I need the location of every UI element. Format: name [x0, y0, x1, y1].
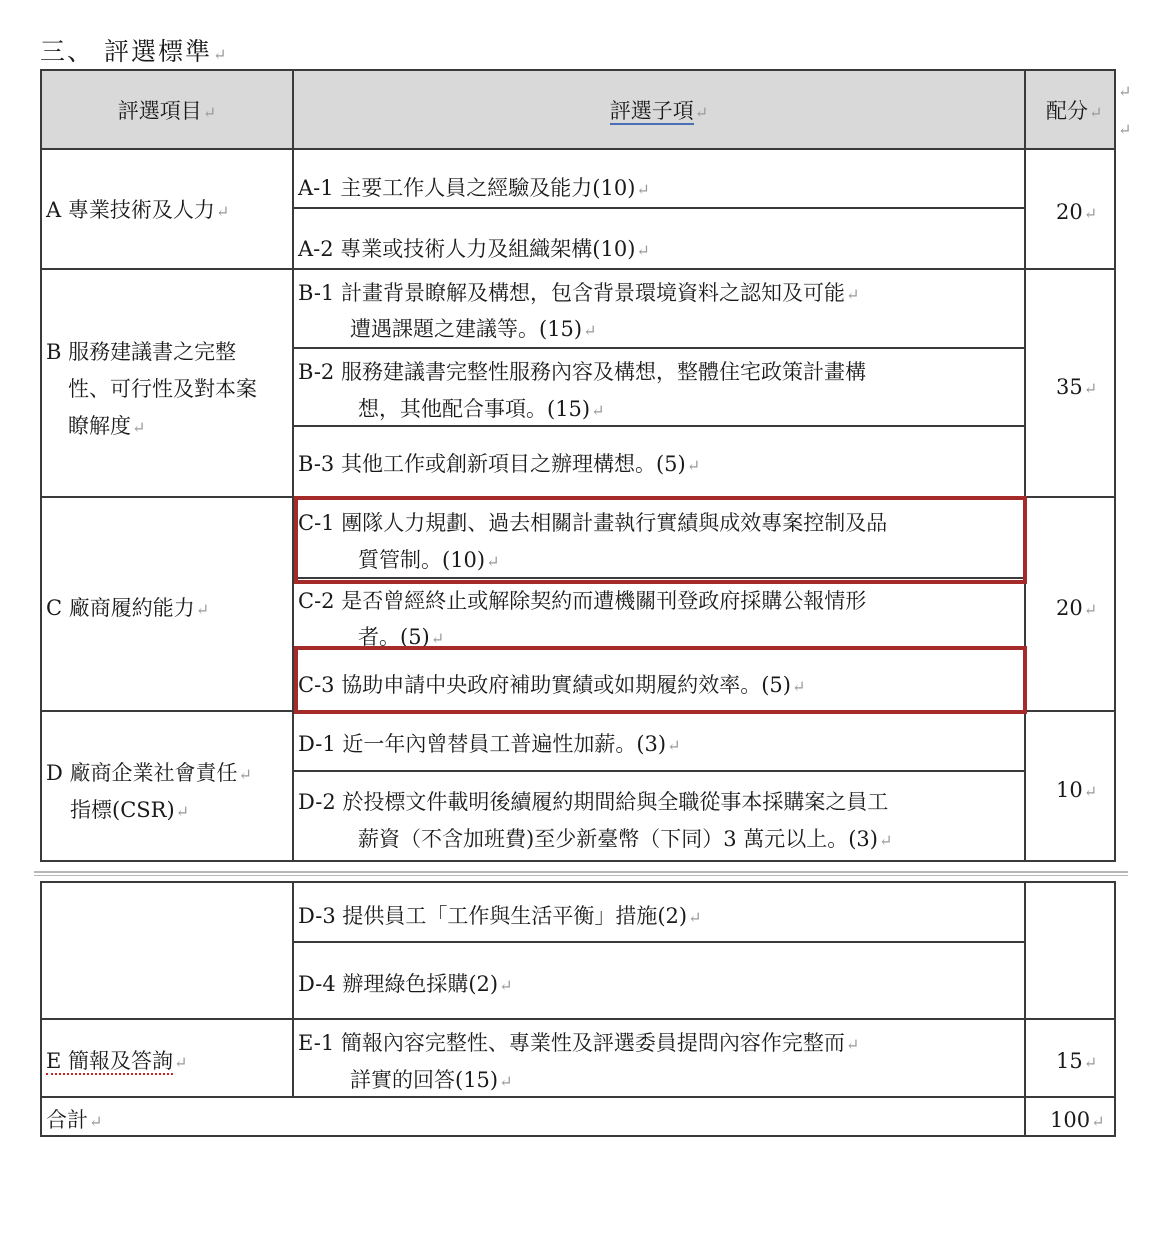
group-d-name-line-2 [70, 791, 189, 831]
sub-b2-text: 想，其他配合事項。(15) [358, 397, 591, 421]
paragraph-mark: ↵ [212, 45, 229, 64]
paragraph-mark: ↵ [202, 103, 217, 122]
column-divider-1 [292, 69, 294, 862]
paragraph-mark: ↵ [174, 1053, 188, 1072]
sub-d1 [298, 725, 681, 765]
paragraph-mark: ↵ [1083, 204, 1098, 223]
paragraph-mark: ↵ [499, 1072, 513, 1091]
paragraph-mark: ↵ [1091, 1112, 1105, 1131]
paragraph-mark: ↵ [845, 285, 860, 304]
group-d-name-text: D 廠商企業社會責任 [46, 761, 238, 785]
sub-d4 [298, 965, 513, 1005]
sub-b3 [298, 445, 700, 485]
total-score-text: 100 [1050, 1108, 1091, 1132]
paragraph-mark: ↵ [1089, 103, 1103, 122]
sub-b2-line-2 [358, 390, 605, 430]
sub-b1-line-2 [350, 310, 597, 350]
sub-b1-text: B-1 計畫背景瞭解及構想，包含背景環境資料之認知及可能 [298, 281, 845, 305]
sub-e1-text: 詳實的回答(15) [350, 1068, 499, 1092]
group-c-name [46, 589, 209, 629]
sub-d4-text: D-4 辦理綠色採購(2) [298, 972, 499, 996]
sub-c2-line-1 [298, 582, 866, 620]
group-a-name [46, 191, 229, 231]
paragraph-mark: ↵ [1083, 1053, 1098, 1072]
sub-b1-text: 遭遇課題之建議等。(15) [350, 317, 583, 341]
total-label-text: 合計 [46, 1108, 88, 1132]
margin-mark-bottom: ↵ [1118, 120, 1132, 139]
paragraph-mark: ↵ [686, 456, 701, 475]
sub-c1-text: C-1 團隊人力規劃、過去相關計畫執行實績與成效專案控制及品 [298, 511, 888, 535]
table2-border-top [40, 881, 1116, 883]
group-e-name-text: E 簡報及答詢 [46, 1049, 174, 1073]
sub-a1-text: A-1 主要工作人員之經驗及能力(10) [298, 176, 636, 200]
paragraph-mark: ↵ [175, 802, 190, 821]
total-score [1050, 1101, 1105, 1141]
paragraph-mark: ↵ [878, 831, 893, 850]
group-a-name-text: A 專業技術及人力 [46, 198, 215, 222]
sub-d3-text: D-3 提供員工「工作與生活平衡」措施(2) [298, 904, 688, 928]
margin-mark-top: ↵ [1118, 82, 1132, 101]
group-b-score [1056, 368, 1097, 408]
header-item-text: 評選項目 [117, 99, 202, 123]
sub-d2-text: D-2 於投標文件載明後續履約期間給與全職從事本採購案之員工 [298, 790, 889, 814]
sub-e1-line-2 [350, 1061, 513, 1101]
sub-d2-line-2 [358, 820, 892, 860]
paragraph-mark: ↵ [1083, 600, 1098, 619]
group-e-score-text: 15 [1056, 1049, 1083, 1073]
highlight-box-c1 [294, 496, 1027, 584]
sub-a1 [298, 169, 650, 209]
group-c-score [1056, 589, 1097, 629]
paragraph-mark: ↵ [591, 401, 605, 420]
sub-d2-line-1 [298, 783, 888, 821]
paragraph-mark: ↵ [667, 736, 681, 755]
sub-d3 [298, 897, 702, 937]
group-c-score-text: 20 [1056, 596, 1083, 620]
group-e-score [1056, 1042, 1097, 1082]
header-score [1046, 92, 1114, 132]
paragraph-mark: ↵ [430, 629, 445, 648]
sub-d1-text: D-1 近一年內曾替員工普遍性加薪。(3) [298, 732, 667, 756]
paragraph-mark: ↵ [215, 202, 230, 221]
paragraph-mark: ↵ [499, 976, 513, 995]
section-title [40, 32, 228, 68]
total-label [46, 1101, 102, 1141]
sub-c3-text: C-3 協助申請中央政府補助實績或如期履約效率。(5) [298, 673, 791, 697]
sub-c1-text: 質管制。(10) [358, 548, 486, 572]
page-break-line [34, 871, 1128, 873]
table-border-left [40, 69, 42, 862]
paragraph-mark: ↵ [132, 418, 146, 437]
group-a-score-text: 20 [1056, 200, 1083, 224]
divider-d1-d2 [292, 770, 1026, 772]
paragraph-mark: ↵ [1083, 379, 1098, 398]
table-border-top [40, 69, 1116, 71]
table2-column-divider-2 [1024, 881, 1026, 1137]
table2-border-bottom [40, 1135, 1116, 1137]
sub-b1-line-1 [298, 274, 859, 314]
group-b-name-text: 瞭解度 [68, 414, 131, 438]
row-d-cont-border-bottom [40, 1018, 1116, 1020]
sub-b2-text: B-2 服務建議書完整性服務內容及構想，整體住宅政策計畫構 [298, 360, 866, 384]
table2-border-right [1114, 881, 1116, 1137]
sub-e1-text: E-1 簡報內容完整性、專業性及評選委員提問內容作完整而 [298, 1031, 845, 1055]
group-e-name [46, 1042, 187, 1082]
sub-a2 [298, 230, 650, 270]
group-d-name-text: 指標(CSR) [70, 798, 175, 822]
group-b-name-line-3 [68, 407, 145, 447]
column-divider-2 [1024, 69, 1026, 862]
paragraph-mark: ↵ [238, 765, 252, 784]
paragraph-mark: ↵ [845, 1035, 860, 1054]
paragraph-mark: ↵ [694, 103, 709, 122]
paragraph-mark: ↵ [583, 321, 597, 340]
paragraph-mark: ↵ [486, 552, 500, 571]
header-border-bottom [40, 148, 1116, 150]
table-border-bottom [40, 860, 1116, 862]
paragraph-mark: ↵ [636, 241, 650, 260]
row-e-border-bottom [40, 1096, 1116, 1098]
highlight-box-c3 [294, 646, 1027, 714]
paragraph-mark: ↵ [688, 908, 702, 927]
sub-c2-text: C-2 是否曾經終止或解除契約而遭機關刊登政府採購公報情形 [298, 589, 867, 613]
sub-b3-text: B-3 其他工作或創新項目之辦理構想。(5) [298, 452, 686, 476]
page-break-line-2 [34, 875, 1128, 876]
table2-border-left [40, 881, 42, 1137]
group-d-name-line-1 [46, 754, 252, 794]
group-c-name-text: C 廠商履約能力 [46, 596, 195, 620]
group-d-score-text: 10 [1056, 778, 1083, 802]
paragraph-mark: ↵ [195, 600, 210, 619]
divider-d3-d4 [292, 941, 1026, 943]
header-item [42, 92, 292, 132]
group-b-name-text: 性、可行性及對本案 [68, 377, 257, 401]
sub-e1-line-1 [298, 1024, 859, 1064]
sub-c2-text: 者。(5) [358, 625, 430, 649]
paragraph-mark: ↵ [791, 677, 806, 696]
paragraph-mark: ↵ [1083, 782, 1098, 801]
group-d-score [1056, 771, 1097, 811]
group-b-score-text: 35 [1056, 375, 1083, 399]
group-a-score [1056, 193, 1097, 233]
paragraph-mark: ↵ [89, 1112, 103, 1131]
table-border-right [1114, 69, 1116, 862]
group-b-name-line-2 [68, 370, 257, 408]
header-sub-text: 評選子項 [609, 99, 694, 123]
sub-a2-text: A-2 專業或技術人力及組織架構(10) [298, 237, 636, 261]
group-b-name-text: B 服務建議書之完整 [46, 340, 237, 364]
section-title-text: 三、 評選標準 [40, 37, 212, 66]
paragraph-mark: ↵ [636, 180, 650, 199]
sub-b2-line-1 [298, 353, 866, 391]
table2-column-divider-1 [292, 881, 294, 1098]
group-b-name-line-1 [46, 333, 236, 371]
sub-d2-text: 薪資（不含加班費)至少新臺幣（下同）3 萬元以上。(3) [358, 827, 878, 851]
header-sub [294, 92, 1024, 132]
header-score-text: 配分 [1046, 99, 1088, 123]
